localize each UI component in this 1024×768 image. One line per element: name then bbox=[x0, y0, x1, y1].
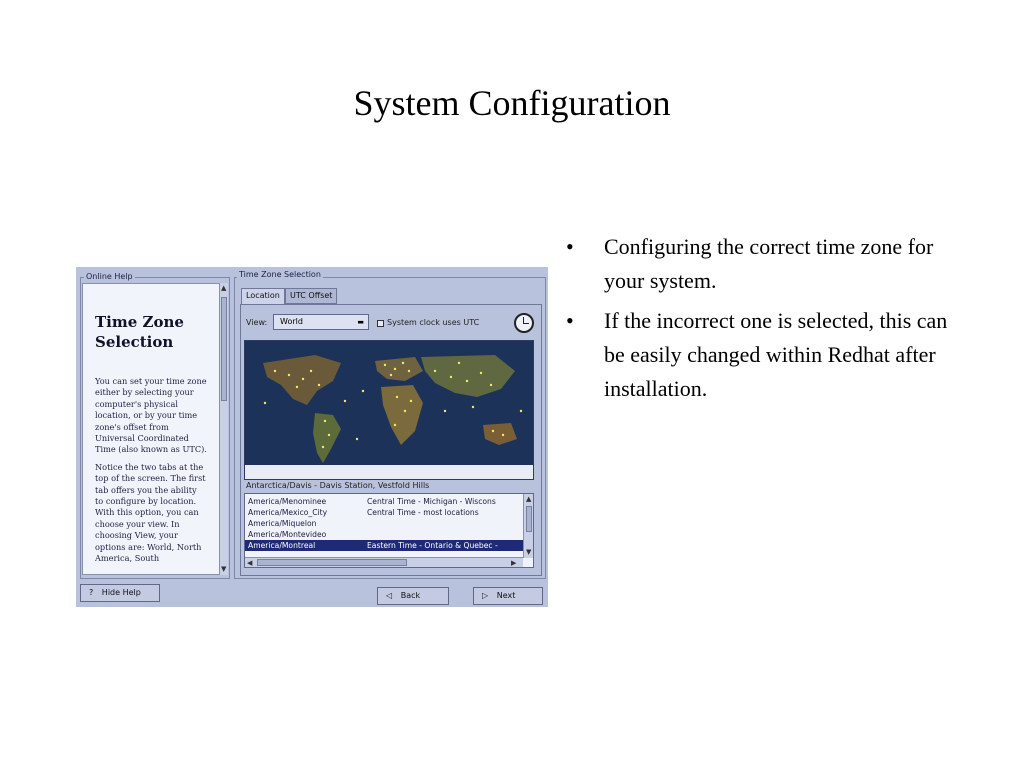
hide-help-label: Hide Help bbox=[101, 588, 141, 597]
next-arrow-icon: ▷ bbox=[482, 591, 489, 600]
bullet-text: Configuring the correct time zone for your system. bbox=[604, 234, 934, 293]
alarm-clock-icon bbox=[514, 313, 534, 333]
list-item[interactable] bbox=[245, 529, 523, 540]
scroll-left-icon[interactable]: ◀ bbox=[247, 559, 253, 567]
view-label: View: bbox=[246, 318, 268, 327]
bullet-text: If the incorrect one is selected, this can be easily changed within Redhat after installation. bbox=[604, 308, 948, 401]
online-help-title: Online Help bbox=[86, 272, 133, 281]
view-select[interactable] bbox=[273, 314, 369, 330]
zone-description: Eastern Time - Ontario & Quebec - bbox=[367, 541, 498, 550]
bullet-item bbox=[560, 230, 960, 298]
back-arrow-icon: ◁ bbox=[386, 591, 393, 600]
utc-checkbox-label: System clock uses UTC bbox=[387, 318, 480, 327]
dropdown-arrow-icon: ▬ bbox=[357, 318, 364, 326]
help-paragraph: Notice the two tabs at the top of the screen. The first tab offers you the ability to configure by location. With this option, you can choose your view. In choosing View, your options are: World, North America, South bbox=[95, 461, 206, 564]
help-scroll-thumb[interactable] bbox=[221, 297, 227, 401]
list-item[interactable] bbox=[245, 507, 523, 518]
help-heading: Time Zone Selection bbox=[95, 313, 184, 351]
hide-help-button[interactable] bbox=[80, 584, 160, 602]
bullet-glyph: • bbox=[566, 234, 574, 259]
slide-title: System Configuration bbox=[353, 83, 671, 123]
zone-description: Central Time - Michigan - Wiscons bbox=[367, 497, 496, 506]
map-status-text: Antarctica/Davis - Davis Station, Vestfold Hills bbox=[244, 480, 534, 491]
list-scroll-thumb[interactable] bbox=[526, 506, 532, 532]
timezone-group-title: Time Zone Selection bbox=[239, 270, 321, 279]
tab-location[interactable]: Location bbox=[241, 288, 285, 304]
scroll-up-icon[interactable]: ▲ bbox=[221, 284, 227, 292]
list-item-selected[interactable] bbox=[245, 540, 523, 551]
back-label: Back bbox=[400, 591, 421, 600]
zone-name: America/Montreal bbox=[248, 541, 316, 550]
tab-utc-offset[interactable]: UTC Offset bbox=[285, 288, 337, 304]
view-select-value: World bbox=[280, 317, 303, 326]
help-paragraph: You can set your time zone either by selecting your computer's physical location, or by your time zone's offset from Universal Coordinated Time (also known as UTC). bbox=[95, 376, 207, 455]
help-icon: ? bbox=[89, 588, 94, 597]
zone-name: America/Menominee bbox=[248, 497, 327, 506]
zone-name: America/Mexico_City bbox=[248, 508, 328, 517]
bullet-item bbox=[560, 304, 960, 406]
next-label: Next bbox=[496, 591, 516, 600]
scroll-down-icon[interactable]: ▼ bbox=[221, 565, 227, 573]
bullet-glyph: • bbox=[566, 308, 574, 333]
list-item[interactable] bbox=[245, 496, 523, 507]
next-button[interactable] bbox=[473, 587, 543, 605]
bullet-list bbox=[560, 230, 960, 412]
timezone-list[interactable] bbox=[244, 493, 534, 568]
scroll-up-icon[interactable]: ▲ bbox=[526, 495, 532, 503]
zone-name: America/Montevideo bbox=[248, 530, 327, 539]
online-help-pane bbox=[82, 283, 220, 575]
world-map[interactable] bbox=[244, 340, 534, 480]
scroll-down-icon[interactable]: ▼ bbox=[526, 548, 532, 556]
list-horizontal-scrollbar[interactable] bbox=[245, 557, 523, 567]
zone-description: Central Time - most locations bbox=[367, 508, 479, 517]
help-scrollbar[interactable] bbox=[219, 283, 228, 575]
list-vertical-scrollbar[interactable] bbox=[523, 494, 534, 558]
world-map-graphic bbox=[245, 341, 534, 480]
scroll-right-icon[interactable]: ▶ bbox=[511, 559, 517, 567]
help-body bbox=[95, 376, 207, 571]
utc-checkbox[interactable] bbox=[377, 320, 384, 327]
back-button[interactable] bbox=[377, 587, 449, 605]
zone-name: America/Miquelon bbox=[248, 519, 317, 528]
installer-screenshot bbox=[76, 267, 548, 607]
list-hscroll-thumb[interactable] bbox=[257, 559, 407, 566]
list-item[interactable] bbox=[245, 518, 523, 529]
